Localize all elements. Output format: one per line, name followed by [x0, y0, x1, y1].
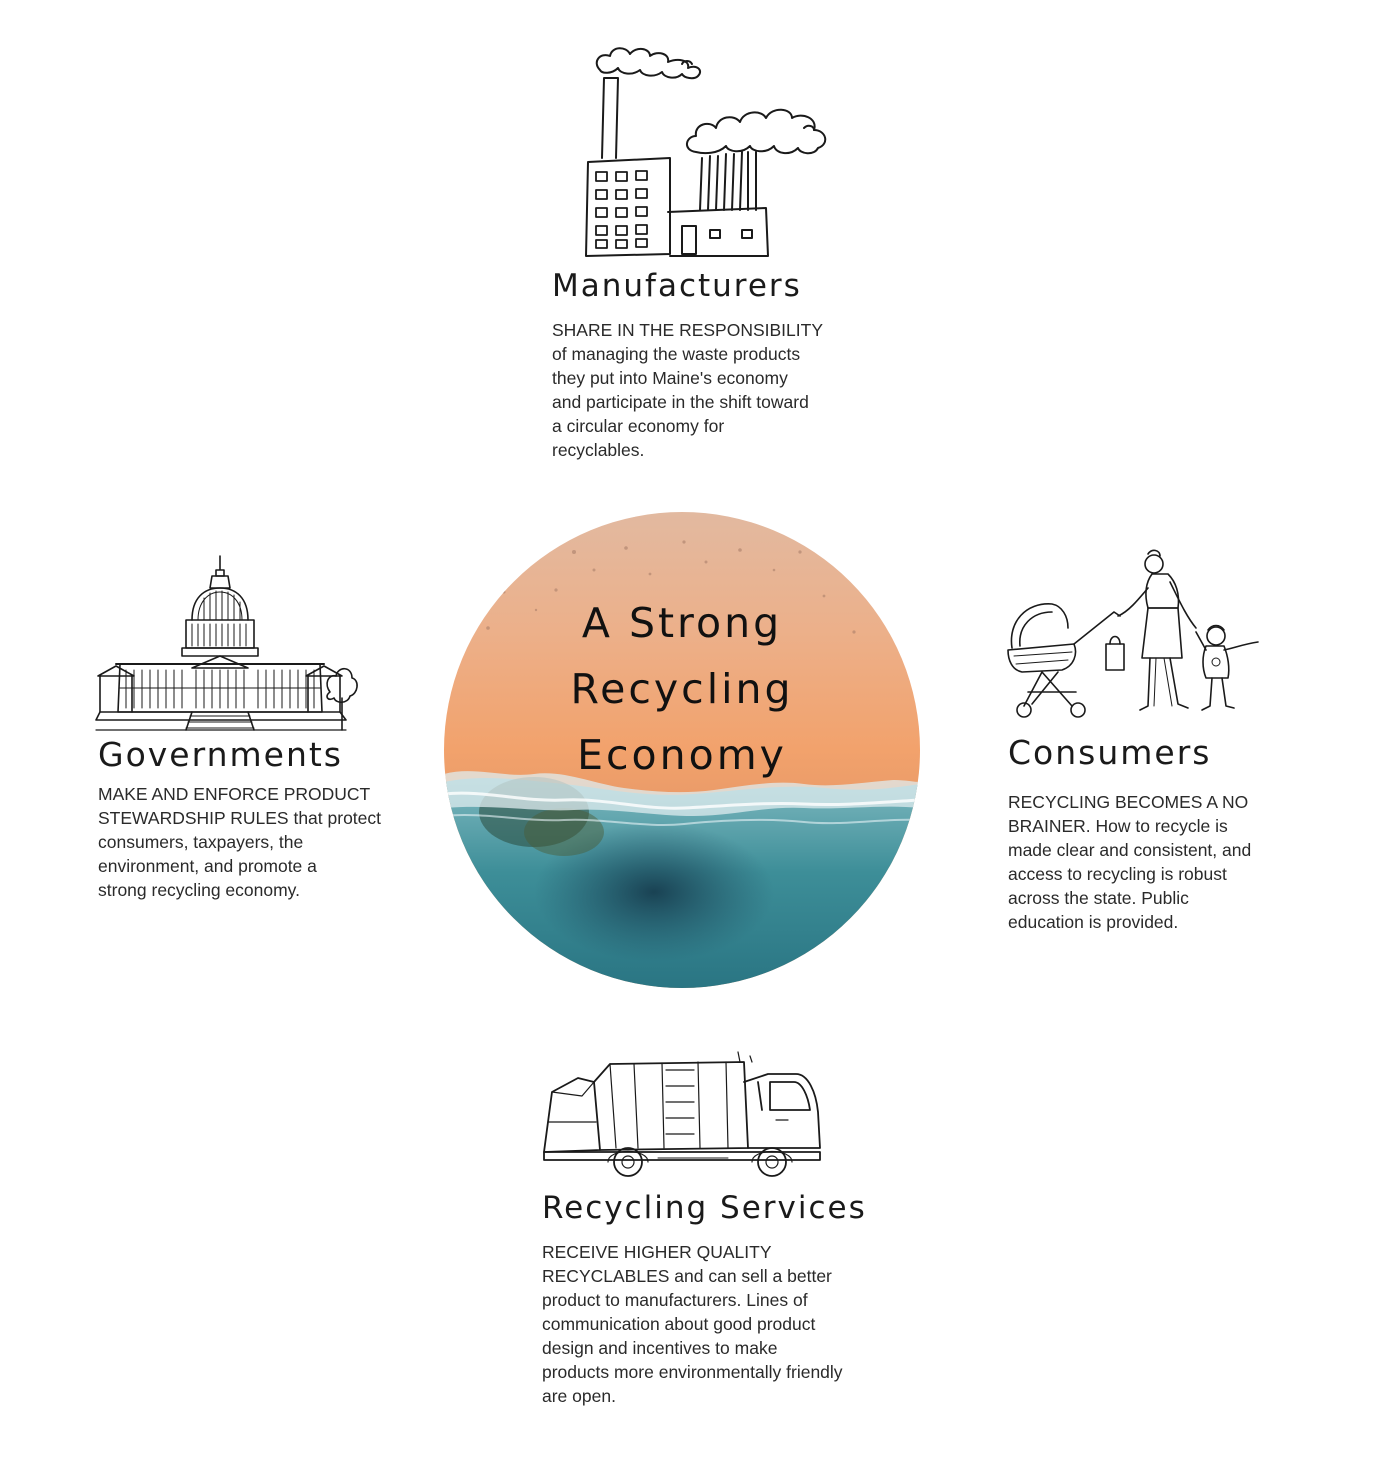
description-line: recyclables.	[552, 440, 645, 460]
governments-description	[98, 782, 388, 902]
description-line: STEWARDSHIP RULES that protect	[98, 808, 382, 828]
recycling-services-description	[542, 1240, 867, 1408]
garbage-truck-icon	[538, 1052, 828, 1182]
center-title	[444, 590, 920, 788]
description-line: SHARE IN THE RESPONSIBILITY	[552, 320, 823, 340]
description-line: environment, and promote a	[98, 856, 317, 876]
description-line: MAKE AND ENFORCE PRODUCT	[98, 784, 371, 804]
description-line: strong recycling economy.	[98, 880, 300, 900]
description-line: communication about good product	[542, 1314, 816, 1334]
description-line: BRAINER. How to recycle is	[1008, 816, 1228, 836]
description-line: products more environmentally friendly	[542, 1362, 843, 1382]
capitol-building-icon	[96, 552, 358, 737]
center-title-line: Economy	[577, 731, 787, 779]
description-line: product to manufacturers. Lines of	[542, 1290, 808, 1310]
description-line: made clear and consistent, and	[1008, 840, 1252, 860]
description-line: of managing the waste products	[552, 344, 801, 364]
manufacturers-title: Manufacturers	[552, 268, 802, 304]
description-line: they put into Maine's economy	[552, 368, 788, 388]
recycling-services-title: Recycling Services	[542, 1190, 867, 1226]
description-line: are open.	[542, 1386, 616, 1406]
description-line: RECYCLABLES and can sell a better	[542, 1266, 832, 1286]
factory-icon	[578, 40, 838, 265]
governments-title: Governments	[98, 735, 343, 774]
description-line: education is provided.	[1008, 912, 1179, 932]
description-line: access to recycling is robust	[1008, 864, 1227, 884]
consumers-section	[1008, 733, 1278, 934]
family-stroller-icon	[1002, 546, 1264, 722]
manufacturers-description	[552, 318, 842, 462]
description-line: design and incentives to make	[542, 1338, 778, 1358]
manufacturers-section	[552, 268, 852, 462]
description-line: a circular economy for	[552, 416, 725, 436]
description-line: across the state. Public	[1008, 888, 1189, 908]
center-circle-image	[444, 512, 920, 988]
description-line: and participate in the shift toward	[552, 392, 809, 412]
consumers-description	[1008, 790, 1270, 934]
recycling-services-section	[542, 1190, 872, 1408]
consumers-title: Consumers	[1008, 733, 1212, 772]
description-line: RECEIVE HIGHER QUALITY	[542, 1242, 772, 1262]
center-title-line: A Strong	[581, 599, 783, 647]
center-title-line: Recycling	[570, 665, 794, 713]
description-line: consumers, taxpayers, the	[98, 832, 304, 852]
governments-section	[98, 735, 398, 902]
description-line: RECYCLING BECOMES A NO	[1008, 792, 1249, 812]
